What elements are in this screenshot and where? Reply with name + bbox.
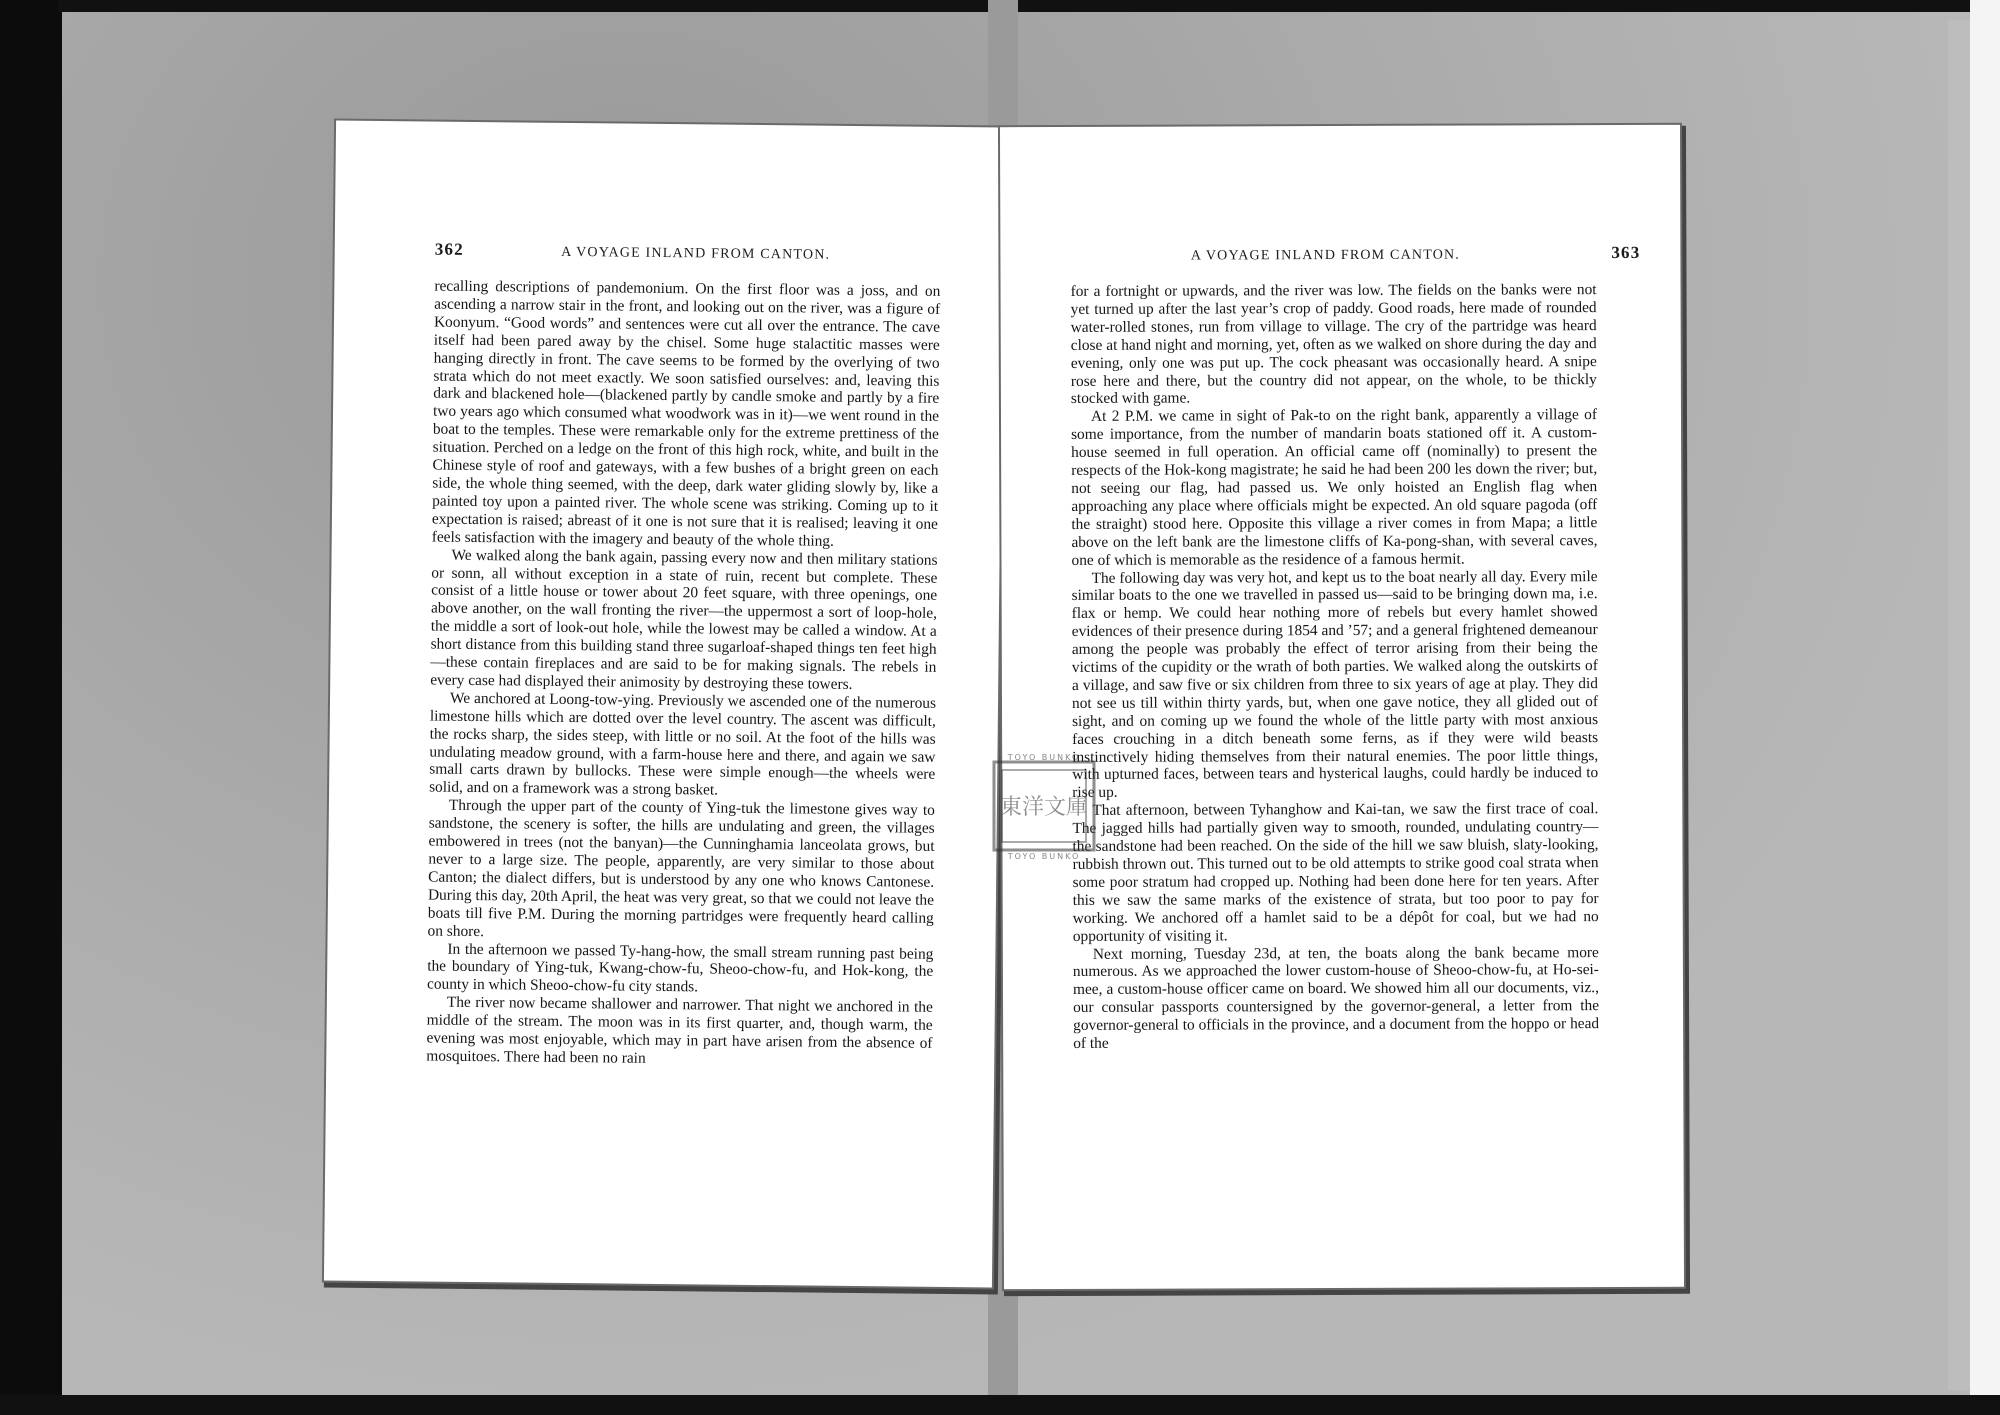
scan-border-bottom <box>0 1395 2000 1415</box>
stamp-top-text: TOYO BUNKO <box>1007 753 1081 762</box>
paragraph: recalling descriptions of pandemonium. On the first floor was a joss, and on ascending a narrow stair in the front, and looking out on the river, was a figure of Koonyum. “Good words” and sentences were cut all over the entrance. The cave itself had been pared away by the chisel. Some huge stalactitic masses were hanging directly in front. The cave seems to be formed by the overlying of two strata which do not meet exactly. We soon satisfied ourselves: and, leaving this dark and blackened hole—(blackened partly by candle smoke and partly by a fire two years ago which consumed what woodwork was in it)—we went round in the boat to the temples. These were remarkable only for the extreme prettiness of the situation. Perched on a ledge on the front of this high rock, white, and built in the Chinese style of roof and gateways, with a few bushes of a bright green on each side, the whole thing seemed, with the deep, dark water gliding slowly by, like a painted toy upon a painted river. The whole scene was striking. Coming up to it expectation is raised; abreast of it one is not sure that it is realised; leaving it one feels satisfaction with the imagery and beauty of the whole thing. <box>431 277 941 550</box>
paragraph: We anchored at Loong-tow-ying. Previously we ascended one of the numerous limestone hills which are dotted over the level country. The ascent was difficult, the rocks sharp, the sides steep, with little or no soil. At the foot of the hills was undulating meadow ground, with a farm-house here and there, and again we saw small carts drawn by bullocks. These were simple enough—the wheels were solid, and on a framework was a strong basket. <box>429 689 937 799</box>
paragraph: The river now became shallower and narrower. That night we anchored in the middle of the stream. The moon was in its first quarter, and, though warm, the evening was most enjoyable, which may in part have arisen from the absence of mosquitoes. There had been no rain <box>426 993 933 1067</box>
right-page <box>1000 125 1684 1289</box>
scan-border-left <box>0 0 62 1415</box>
paragraph: In the afternoon we passed Ty-hang-how, the small stream running past being the boundary of Ying-tuk, Kwang-chow-fu, Sheoo-chow-fu, and Hok-kong, the county in which Sheoo-chow-fu city stands. <box>426 940 934 996</box>
scan-border-top-right <box>1018 0 1978 12</box>
paragraph: for a fortnight or upwards, and the river was low. The fields on the banks were not yet turned up after the last year’s crop of paddy. Good roads, here made of rounded water-rolled stones, run from village to village. The cry of the partridge was heard close at hand night and morning, yet, often as we walked on shore during the day and evening, only one was put up. The cock pheasant was occasionally heard. A snipe rose here and there, but the country did not appear, on the whole, to be thickly stocked with game. <box>1070 281 1597 408</box>
library-stamp <box>992 752 1096 862</box>
scan-border-right-strip <box>1948 20 1970 1390</box>
scan-border-right <box>1970 0 2000 1415</box>
right-running-title: A VOYAGE INLAND FROM CANTON. <box>1190 247 1461 264</box>
paragraph: The following day was very hot, and kept us to the boat nearly all day. Every mile similar boats to the one we travelled in passed us—said to be bringing down ma, i.e. flax or hemp. We could hear nothing more of rebels but every hamlet showed evidences of their presence during 1854 and ’57; and a general frightened demeanour among the people was probably the effect of terror arising from their being the victims of the cupidity or the wrath of both parties. We walked along the outskirts of a village, and saw five or six children from three to six years of age at play. They did not see us till within thirty yards, but, when one gave notice, they all glided out of sight, and on coming up we found the whole of the little party with most anxious faces crouching in a ditch beneath some ferns, as if they were wild beasts instinctively hiding themselves from their natural enemies. The poor little things, with upturned faces, between tears and hysterical laughs, could hardly be induced to rise up. <box>1071 567 1599 802</box>
scan-border-top-left <box>58 0 993 12</box>
right-page-number: 363 <box>1611 242 1641 263</box>
stamp-bottom-text: TOYO BUNKO <box>1007 852 1081 861</box>
paragraph: That afternoon, between Tyhanghow and Kai-tan, we saw the first trace of coal. The jagged hills had partially given way to smooth, rounded, undulating country—the sandstone had been reached. On the side of the hill we saw bluish, slaty-looking, rubbish thrown out. This turned out to be old attempts to strike good coal strata when some poor stratum had cropped up. Nothing had been done here for ten years. After this we saw the same marks of the existence of strata, but too poor to pay for working. We anchored off a hamlet said to be a dépôt for coal, but we had no opportunity of visiting it. <box>1072 800 1599 945</box>
left-page-text <box>426 278 940 1071</box>
paragraph: At 2 P.M. we came in sight of Pak-to on the right bank, apparently a village of some importance, from the number of mandarin boats stationed off it. A custom-house seemed in full operation. An official came off (nominally) to present the respects of the Hok-kong magistrate; he said he had been 200 les down the river; but, not seeing our flag, had passed us. We only hoisted an English flag when approaching any place where officials might be expected. An old square pagoda (off the straight) stood here. Opposite this village a river comes in from Mapa; a little above on the left bank are the limestone cliffs of Ka-pong-shan, with several caves, one of which is memorable as the residence of a famous hermit. <box>1071 406 1598 569</box>
right-page-text <box>1071 281 1600 1053</box>
right-running-head <box>1080 242 1641 273</box>
stamp-glyphs: 東洋文庫 <box>999 795 1089 820</box>
left-running-title: A VOYAGE INLAND FROM CANTON. <box>561 244 831 263</box>
left-page <box>324 121 1004 1288</box>
left-page-number: 362 <box>434 239 464 259</box>
left-running-head <box>434 239 957 273</box>
paragraph: We walked along the bank again, passing every now and then military stations or sonn, all without exception in a state of ruin, recent but complete. These consist of a little house or tower about 20 feet square, with three openings, one above another, on the wall fronting the river—the uppermost a sort of loop-hole, the middle a sort of look-out hole, while the lowest may be called a window. At a short distance from this building stand three sugarloaf-shaped things ten feet high—these contain fireplaces and are said to be for making signals. The rebels in every case had displayed their animosity by destroying these towers. <box>430 546 938 693</box>
paragraph: Through the upper part of the county of Ying-tuk the limestone gives way to sandstone, the scenery is softer, the hills are undulating and green, the villages embowered in trees (not the banyan)—the Cunninghamia lanceolata grows, but never to a large size. The people, apparently, are very similar to those about Canton; the dialect differs, but is understood by any one who knows Cantonese. During this day, 20th April, the heat was very great, so that we could not leave the boats till five P.M. During the morning partridges were frequently heard calling on shore. <box>427 797 935 940</box>
paragraph: Next morning, Tuesday 23d, at ten, the boats along the bank became more numerous. As we approached the lower custom-house of Sheoo-chow-fu, at Ho-sei-mee, a custom-house officer came on board. We showed him all our documents, viz., our consular passports countersigned by the governor-general, a letter from the governor-general to officials in the province, and a document from the hoppo or head of the <box>1072 943 1600 1053</box>
